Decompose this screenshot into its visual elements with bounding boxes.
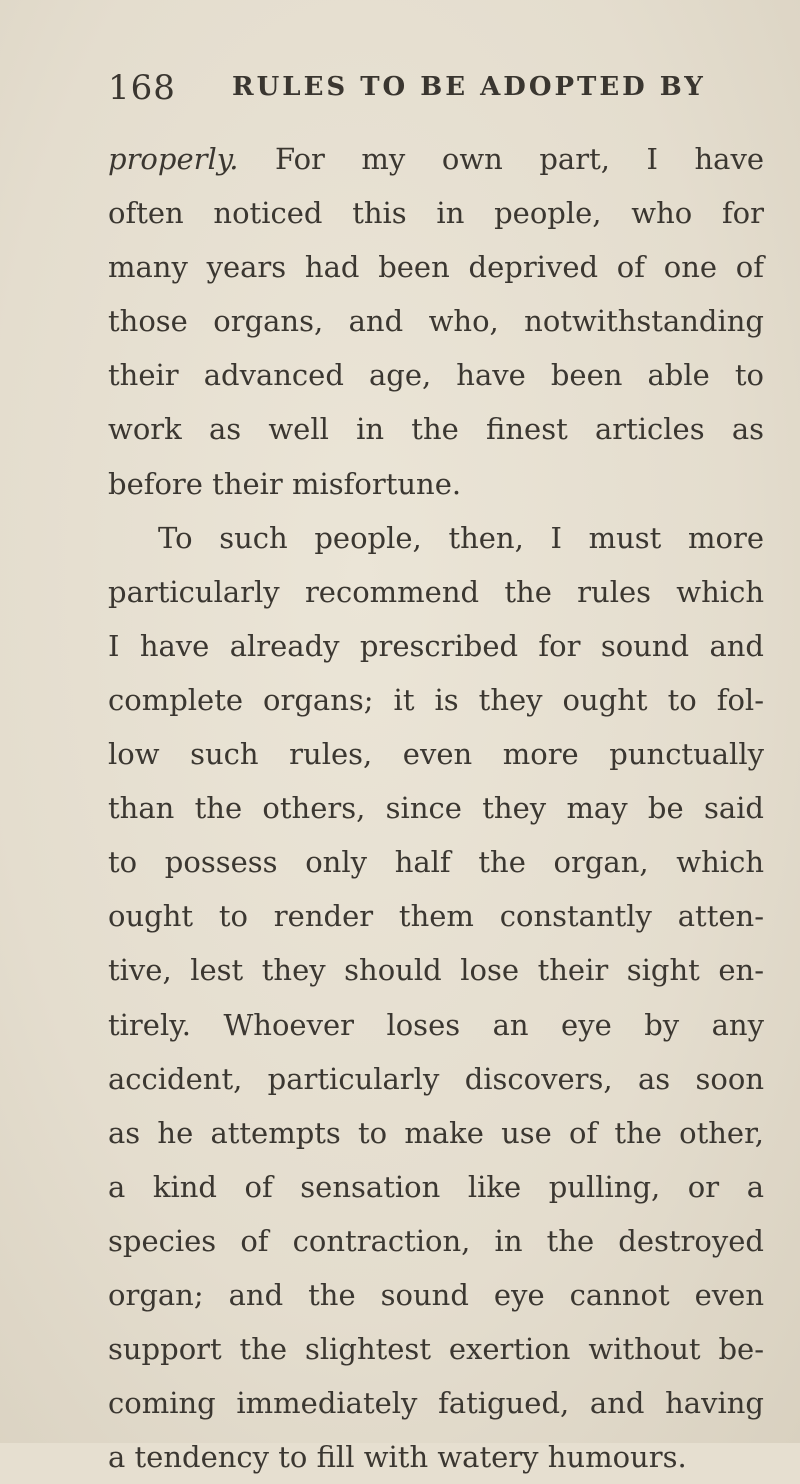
text-line: tirely. Whoever loses an eye by any [108, 1007, 764, 1042]
running-head [108, 68, 768, 112]
text-line: a tendency to fill with watery humours. [108, 1440, 687, 1475]
text-line: ought to render them constantly atten- [108, 899, 764, 934]
text-line [108, 132, 764, 186]
text-line: low such rules, even more punctually [108, 737, 764, 772]
text-line: work as well in the finest articles as [108, 412, 764, 447]
running-title: RULES TO BE ADOPTED BY [232, 72, 706, 102]
text-line: their advanced age, have been able to [108, 358, 764, 393]
text-line: species of contraction, in the destroyed [108, 1223, 764, 1258]
text-line: To such people, then, I must more [158, 520, 764, 555]
text-line: many years had been deprived of one of [108, 250, 764, 285]
text-line: before their misfortune. [108, 466, 462, 501]
text-line: accident, particularly discovers, as soon [108, 1061, 764, 1096]
text-line: than the others, since they may be said [108, 791, 764, 826]
text-line-italic-lead: properly. [108, 142, 239, 176]
text-line: those organs, and who, notwithstanding [108, 304, 764, 339]
text-line: I have already prescribed for sound and [108, 628, 764, 663]
text-line: organ; and the sound eye cannot even [108, 1277, 764, 1312]
text-line: as he attempts to make use of the other, [108, 1115, 764, 1150]
text-line: complete organs; it is they ought to fol- [108, 682, 764, 717]
text-line: coming immediately fatigued, and having [108, 1386, 764, 1421]
text-line-content: For my own part, I have [238, 142, 764, 176]
text-line: support the slightest exertion without be- [108, 1332, 764, 1367]
text-line: a kind of sensation like pulling, or a [108, 1169, 764, 1204]
text-line: to possess only half the organ, which [108, 845, 764, 880]
body-text [108, 132, 764, 1484]
text-line: often noticed this in people, who for [108, 196, 764, 231]
text-line: particularly recommend the rules which [108, 574, 764, 609]
text-line: tive, lest they should lose their sight en- [108, 953, 764, 988]
page-number: 168 [108, 68, 176, 108]
